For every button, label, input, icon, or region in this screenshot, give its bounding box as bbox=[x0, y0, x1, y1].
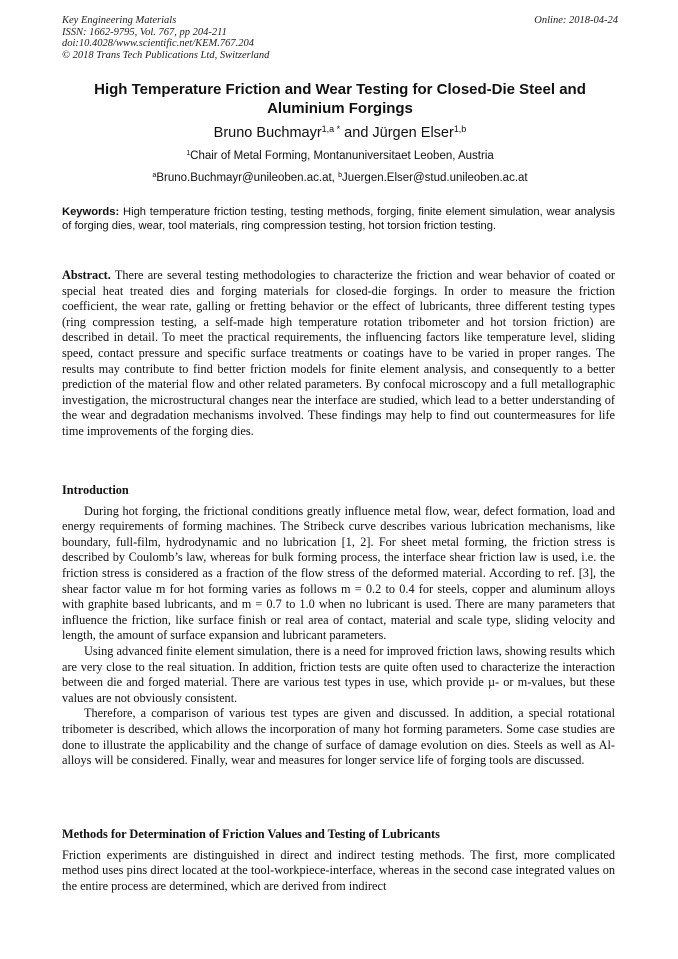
introduction-paragraph-3: Therefore, a comparison of various test types are given and discussed. In addition, a special rotational tribometer is described, which allows the incorporation of many hot forming parameters. Some case studies are done to illustrate the applicability and the change of surface of damage evolution on dies. Steels as well as Al-alloys will be considered. Finally, wear and measures for longer service life of forging tools are discussed. bbox=[62, 706, 615, 768]
keywords-label: Keywords: bbox=[62, 206, 120, 218]
methods-section bbox=[62, 827, 615, 894]
journal-doi: doi:10.4028/www.scientific.net/KEM.767.204 bbox=[62, 38, 254, 50]
author-separator: and bbox=[340, 125, 373, 141]
methods-paragraph-1: Friction experiments are distinguished in direct and indirect testing methods. The first, more complicated method uses pins direct located at the tool-workpiece-interface, whereas in the second case integrated values on the entire process are determined, which are derived from indirect bbox=[62, 847, 615, 893]
author-2-affiliation-mark: 1,b bbox=[453, 124, 467, 135]
affiliation-mark: 1 bbox=[186, 149, 191, 158]
author-1: Bruno Buchmayr bbox=[213, 125, 322, 141]
abstract-text: There are several testing methodologies to characterize the friction and wear behavior of coated or special heat treated dies and forging materials for closed-die forgings. In order to measure the friction coefficient, the wear rate, galling or fretting behavior or the effect of lubricants, three different testing types (ring compression testing, a self-made high temperature rotation tribometer and hot torsion friction) are described in detail. To meet the practical requirements, the influencing factors like temperature level, sliding speed, contact pressure and specific surface treatments or coatings have to be varied in proper ranges. The results may contribute to find better friction models for finite element analysis, and consequently to a better prediction of the material flow and other related parameters. By confocal microscopy and a full metallographic investigation, the microstructural changes near the interface are studied, which lead to a better understanding of the wear and degradation mechanisms involved. These findings may help to find out countermeasures for life time improvements of the forging dies. bbox=[62, 268, 615, 438]
journal-copyright: © 2018 Trans Tech Publications Ltd, Switzerland bbox=[62, 49, 270, 61]
author-emails bbox=[62, 171, 618, 186]
online-date: Online: 2018-04-24 bbox=[534, 15, 618, 26]
author-1-affiliation-mark: 1,a * bbox=[321, 124, 341, 135]
journal-name: Key Engineering Materials bbox=[62, 15, 177, 26]
email-1[interactable]: Bruno.Buchmayr@unileoben.ac.at, bbox=[156, 172, 339, 184]
abstract-label: Abstract. bbox=[62, 268, 111, 282]
email-1-mark: a bbox=[152, 171, 157, 180]
journal-issn: ISSN: 1662-9795, Vol. 767, pp 204-211 bbox=[62, 26, 227, 38]
affiliation-text: Chair of Metal Forming, Montanuniversitaet Leoben, Austria bbox=[190, 150, 494, 162]
email-2-mark: b bbox=[338, 171, 343, 180]
affiliation bbox=[62, 149, 618, 164]
introduction-paragraph-2: Using advanced finite element simulation, there is a need for improved friction laws, showing results which are very close to the real situation. In addition, friction tests are quite often used to characterize the interaction between die and forged material. There are various test types in use, which provide µ- or m-values, but these values are not obviously consistent. bbox=[62, 643, 615, 705]
methods-heading: Methods for Determination of Friction Values and Testing of Lubricants bbox=[62, 827, 440, 841]
paper-title: High Temperature Friction and Wear Testing for Closed-Die Steel and Aluminium Forgings bbox=[94, 81, 586, 117]
author-2: Jürgen Elser bbox=[372, 125, 454, 141]
introduction-section bbox=[62, 483, 615, 769]
email-2[interactable]: Juergen.Elser@stud.unileoben.ac.at bbox=[342, 172, 528, 184]
keywords-text: High temperature friction testing, testing methods, forging, finite element simulation, wear analysis of forging dies, wear, tool materials, ring compression testing, hot torsion friction testing. bbox=[62, 206, 615, 232]
journal-header bbox=[62, 15, 618, 61]
introduction-heading: Introduction bbox=[62, 483, 129, 497]
abstract bbox=[62, 268, 615, 440]
author-line bbox=[62, 124, 618, 142]
keywords bbox=[62, 206, 615, 233]
introduction-paragraph-1: During hot forging, the frictional conditions greatly influence metal flow, wear, defect formation, load and energy requirements of forming machines. The Stribeck curve describes various lubrication mechanisms, like boundary, full-film, hydrodynamic and no lubrication [1, 2]. For sheet metal forming, the friction stress is described by Coulomb’s law, whereas for bulk forming process, the interface shear friction law is used, i.e. the friction stress is considered as a fraction of the flow stress of the deformed material. According to ref. [3], the shear factor value m for hot forming varies as follows m = 0.2 to 0.4 for steels, copper and aluminum alloys with graphite based lubricants, and m = 0.7 to 1.0 when no lubricant is used. There are many parameters that influence the friction, like surface finish or real area of contact, material and scale type, sliding velocity and length, the amount of surface expansion and lubricant parameters. bbox=[62, 503, 615, 643]
